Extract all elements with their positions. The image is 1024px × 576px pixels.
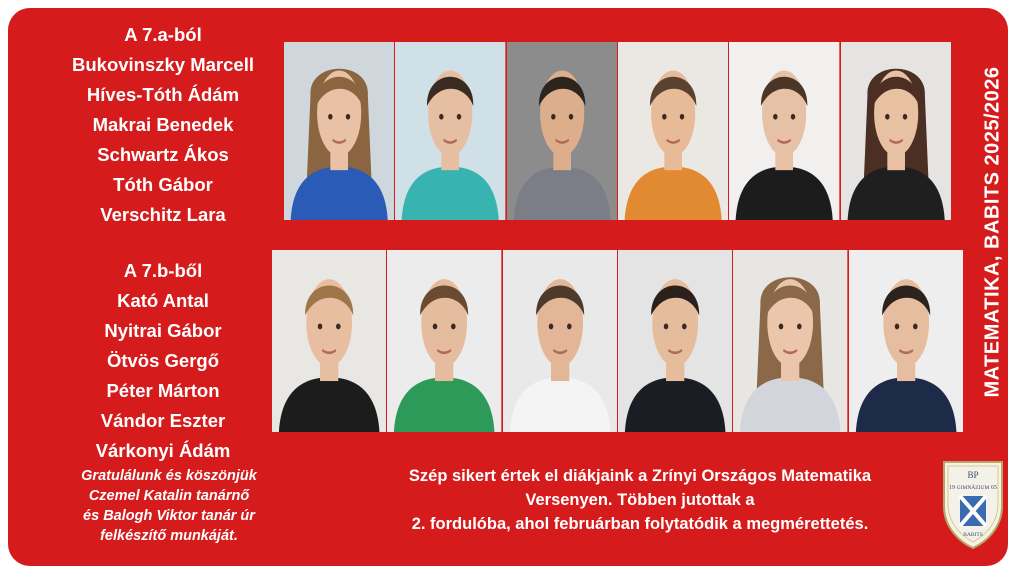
crest-right: 65 — [991, 485, 997, 491]
thanks-text — [40, 466, 298, 546]
student-name: Tóth Gábor — [113, 174, 213, 195]
class-7b-list — [52, 256, 274, 466]
thanks-line: felkészítő munkáját. — [100, 528, 238, 544]
thanks-line: és Balogh Viktor tanár úr — [83, 508, 255, 524]
student-photo — [284, 42, 394, 220]
school-crest — [938, 458, 1008, 550]
student-name: Nyitrai Gábor — [104, 320, 222, 341]
student-photo — [387, 250, 501, 432]
student-name: Ötvös Gergő — [106, 350, 220, 371]
announcement-line: Szép sikert értek el diákjaink a Zrínyi Országos Matematika — [408, 467, 872, 485]
student-photo — [395, 42, 505, 220]
class-7b-heading: A 7.b-ből — [123, 260, 203, 281]
student-photo — [729, 42, 839, 220]
student-name: Verschitz Lara — [100, 204, 226, 225]
student-photo — [618, 250, 732, 432]
announcement-line: 2. fordulóba, ahol februárban folytatódik a megmérettetés. — [411, 515, 869, 533]
student-photo — [849, 250, 963, 432]
announcement-text — [330, 464, 950, 536]
thanks-line: Gratulálunk és köszönjük — [81, 468, 257, 484]
student-name: Schwartz Ákos — [97, 144, 229, 165]
student-name: Vándor Eszter — [100, 410, 226, 431]
student-photo — [503, 250, 617, 432]
crest-top: BP — [967, 470, 979, 480]
thanks-line: Czemel Katalin tanárnő — [88, 488, 250, 504]
crest-bottom: BABITS — [963, 532, 983, 538]
crest-icon — [938, 458, 1008, 550]
crest-middle: GIMNÁZIUM — [956, 485, 990, 491]
student-photo — [507, 42, 617, 220]
announcement-line: Versenyen. Többen jutottak a — [525, 491, 755, 509]
student-name: Makrai Benedek — [92, 114, 234, 135]
student-photo — [618, 42, 728, 220]
student-name: Kató Antal — [117, 290, 209, 311]
student-name: Híves-Tóth Ádám — [86, 84, 240, 105]
student-name: Várkonyi Ádám — [95, 440, 231, 461]
class-7a-heading: A 7.a-ból — [124, 24, 202, 45]
student-name: Bukovinszky Marcell — [72, 54, 254, 75]
student-photo — [733, 250, 847, 432]
crest-left: 19 — [949, 485, 955, 491]
side-title-text: MATEMATIKA, BABITS 2025/2026 — [981, 66, 1004, 398]
student-photo — [841, 42, 951, 220]
student-photo — [272, 250, 386, 432]
student-name: Péter Márton — [106, 380, 220, 401]
class-7a-list — [52, 20, 274, 230]
